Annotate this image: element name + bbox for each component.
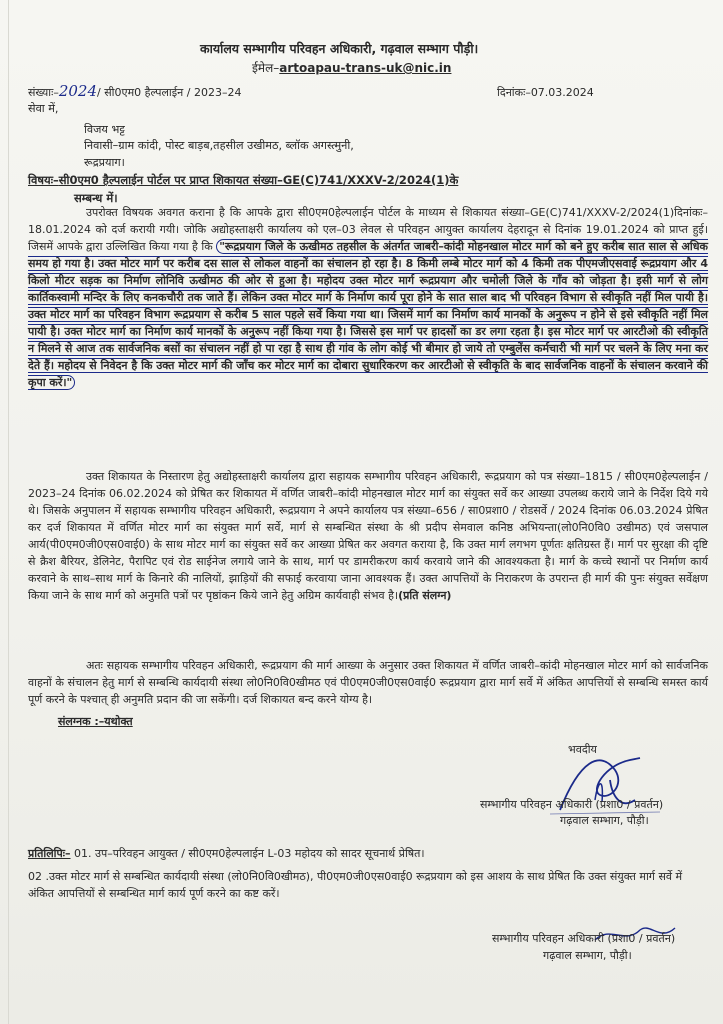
closing-bhavdiya: भवदीय [568,743,597,756]
enclosure-note: संलग्नक :–यथोक्त [58,715,133,728]
paragraph-1-intro: उपरोक्त विषयक अवगत कराना है कि आपके द्वारा सी0एम0हेल्पलाईन पोर्टल के माध्यम से शिकायत संख्या–GE(C)741/XXXV-2/2024(1)दिनांकः–18.01.2024 को दर्ज करायी गयी। जोकि अद्योहस्ताक्षरी कार्यालय को एल–03 लेवल से परिवहन आयुक्त कार्यालय देहरादून से दिनांक 19.01.2024 को प्राप्त हुई। जिसमें आपके द्वारा उल्लिखित किया गया है कि [28,206,708,253]
copy-to-item-1-text: 01. उप–परिवहन आयुक्त / सी0एम0हेल्पलाईन L-03 महोदय को सादर सूचनार्थ प्रेषित। [74,847,425,860]
email-address[interactable]: artoapau-trans-uk@nic.in [279,61,452,75]
attachment-note: (प्रति संलग्न) [398,589,452,602]
subject-line [28,172,458,189]
subject-prefix: विषयः– [28,173,59,187]
signatory-region-2: गढ़वाल सम्भाग, पौड़ी। [543,949,632,962]
body-paragraph-2 [28,468,708,604]
copy-to-item-1 [28,845,425,862]
signatory-designation: सम्भागीय परिवहन अधिकारी (प्रशा0 / प्रवर्तन) [480,798,664,811]
body-paragraph-1 [28,204,708,391]
addressee-address: निवासी–ग्राम कांदी, पोस्ट बाड़ब,तहसील उखीमठ, ब्लॉक अगस्त्मुनी, [84,139,354,152]
office-title: कार्यालय सम्भागीय परिवहन अधिकारी, गढ़वाल सम्भाग पौड़ी। [200,41,479,56]
copy-to-item-2: 02 .उक्त मोटर मार्ग से सम्बन्धित कार्यदायी संस्था (लो0नि0वि0खीमठ), पी0एम0जी0एस0वाई0 रूद्रप्रयाग को इस आशय के साथ प्रेषित कि उक्त संयुक्त मार्ग सर्वे में अंकित आपत्तियों से सम्बन्धित मार्ग कार्य पूर्ण करने का कष्ट करें। [28,870,683,900]
body-paragraph-3: अतः सहायक सम्भागीय परिवहन अधिकारी, रूद्रप्रयाग की मार्ग आख्या के अनुसार उक्त शिकायत में वर्णित जाबरी–कांदी मोहनखाल मोटर मार्ग को सार्वजनिक वाहनों के संचालन हेतु मार्ग से सम्बन्धि कार्यदायी संस्था लो0नि0वि0खीमठ एवं पी0एम0जी0एस0वाई0 रूद्रप्रयाग द्वारा मार्ग सर्वे में अंकित आपत्तियों से सम्बन्धि समस्त कार्य पूर्ण करने के पश्चात् ही अनुमति प्रदान की जा सकेंगी। दर्ज शिकायत बन्द करने योग्य है। [28,659,708,706]
addressee-name: विजय भट्ट [84,123,125,136]
email-label: ईमेल– [252,61,280,75]
office-email-line [252,60,451,77]
subject-text: सी0एम0 हैल्पलाईन पोर्टल पर प्राप्त शिकायत संख्या–GE(C)741/XXXV-2/2024(1)के [58,173,459,187]
signatory-region: गढ़वाल सम्भाग, पौड़ी। [560,814,649,827]
subject-continuation: सम्बन्ध में। [74,191,118,205]
signatory-designation-2: सम्भागीय परिवहन अधिकारी (प्रशा0 / प्रवर्तन) [492,932,676,945]
paragraph-2-text: उक्त शिकायत के निस्तारण हेतु अद्योहस्ताक्षरी कार्यालय द्वारा सहायक सम्भागीय परिवहन अधिकारी, रूद्रप्रयाग को पत्र संख्या–1815 / सी0एम0हेल्पलाईन / 2023–24 दिनांक 06.02.2024 को प्रेषित कर शिकायत में वर्णित जाबरी–कांदी मोहनखाल मोटर मार्ग का संयुक्त सर्वे कर आख्या उपलब्ध कराये जाने के निर्देश दिये गये थे। जिसके अनुपालन में सहायक सम्भागीय परिवहन अधिकारी, रूद्रप्रयाग ने अपने कार्यालय पत्र संख्या–656 / सा0प्रशा0 / रोडसर्वे / 2024 दिनांक 06.03.2024 प्रेषित कर दर्ज शिकायत में वर्णित मोटर मार्ग का संयुक्त मार्ग सर्वे, मार्ग से सम्बन्धित संस्था के श्री प्रदीप सेमवाल कनिष्ठ अभियन्ता(लो0नि0वि0 उखीमठ) एवं जसपाल आर्य(पी0एम0जी0एस0वाई0) के साथ मोटर मार्ग का संयुक्त सर्वे कर आख्या प्रेषित कर अवगत कराया है, कि उक्त मार्ग लगभग पूर्णतः क्षतिग्रस्त हैं। मार्ग पर सुरक्षा की दृष्टि से क्रैश बैरियर, डेलिनेट, पैरापिट एवं रोड साईनेज लगाये जाने के साथ, मार्ग पर डामरीकरण कार्य करवाये जाने की आवश्यकता है। मार्ग के कच्चे स्थानों पर निर्माण कार्य करवाने के साथ–साथ मार्ग के किनारे की नालियों, झाड़ियों की सफाई करवाया जाना आवश्यक हैं। उक्त आपत्तियों के निराकरण के उपरान्त ही मार्ग की पुनः संयुक्त सर्वेक्षण किया जाने के साथ मार्ग को अनुमति पत्रों पर पृष्ठांकन किये जाने हेतु अग्रिम कार्यवाही संभव है। [28,470,708,602]
letter-date: दिनांकः–07.03.2024 [497,86,594,99]
addressee-district: रूद्रप्रयाग। [84,156,125,169]
handwritten-number: 2024 [58,82,98,100]
reference-prefix: संख्याः– [28,86,59,99]
salutation: सेवा में, [28,102,59,115]
copy-to-label: प्रतिलिपिः– [28,847,71,860]
reference-suffix: / सी0एम0 हैल्पलाईन / 2023–24 [97,86,242,99]
page-edge-line [8,0,9,1024]
reference-number [28,83,241,101]
complaint-quote: "रूद्रप्रयाग जिले के ऊखीमठ तहसील के अंतर्गत जाबरी–कांदी मोहनखाल मोटर मार्ग को बने हुए करीब सात साल से अधिक समय हो गया है। उक्त मोटर मार्ग पर करीब दस साल से लोकल वाहनों का संचालन हो रहा है। 8 किमी लम्बे मोटर मार्ग को 4 किमी तक पीएमजीएसवाई रूद्रप्रयाग और 4 किलो मीटर सड़क का निर्माण लोनिवि ऊखीमठ की ओर से हुआ है। महोदय उक्त मोटर मार्ग रूद्रप्रयाग और चमोली जिले के गाँव को जोड़ता है। इसी मार्ग से लोग कार्तिकस्वामी मन्दिर के लिए कनकचौरी तक जाते हैं। लेकिन उक्त मोटर मार्ग के निर्माण कार्य पूरा होने के सात साल बाद भी परिवहन विभाग से स्वीकृति नहीं मिल पायी है। उक्त मोटर मार्ग का परिवहन विभाग रूद्रप्रयाग से करीब 5 साल पहले सर्वे किया गया था। जिसमें मार्ग का निर्माण कार्य मानकों के अनुरूप न होने से इसे स्वीकृति नहीं मिल पायी है। उक्त मोटर मार्ग का निर्माण कार्य मानकों के अनुरूप नहीं किया गया है। जिससे इस मार्ग पर हादसों का डर लगा रहता है। इस मोटर मार्ग पर आरटीओ की स्वीकृति न मिलने से आज तक सार्वजनिक बसों का संचालन नहीं हो पा रहा है साथ ही गांव के लोग कोई भी बीमार हो जाये तो एम्बुलेंस कर्मचारी भी मार्ग पर चलने के लिए मना कर देते हैं। महोदय से निवेदन है कि उक्त मोटर मार्ग की जाँच कर मोटर मार्ग का दोबारा सुधारिकरण कर आरटीओ से स्वीकृति के बाद सार्वजनिक वाहनों के संचालन करवाने की कृपा करें।" [28,240,708,389]
